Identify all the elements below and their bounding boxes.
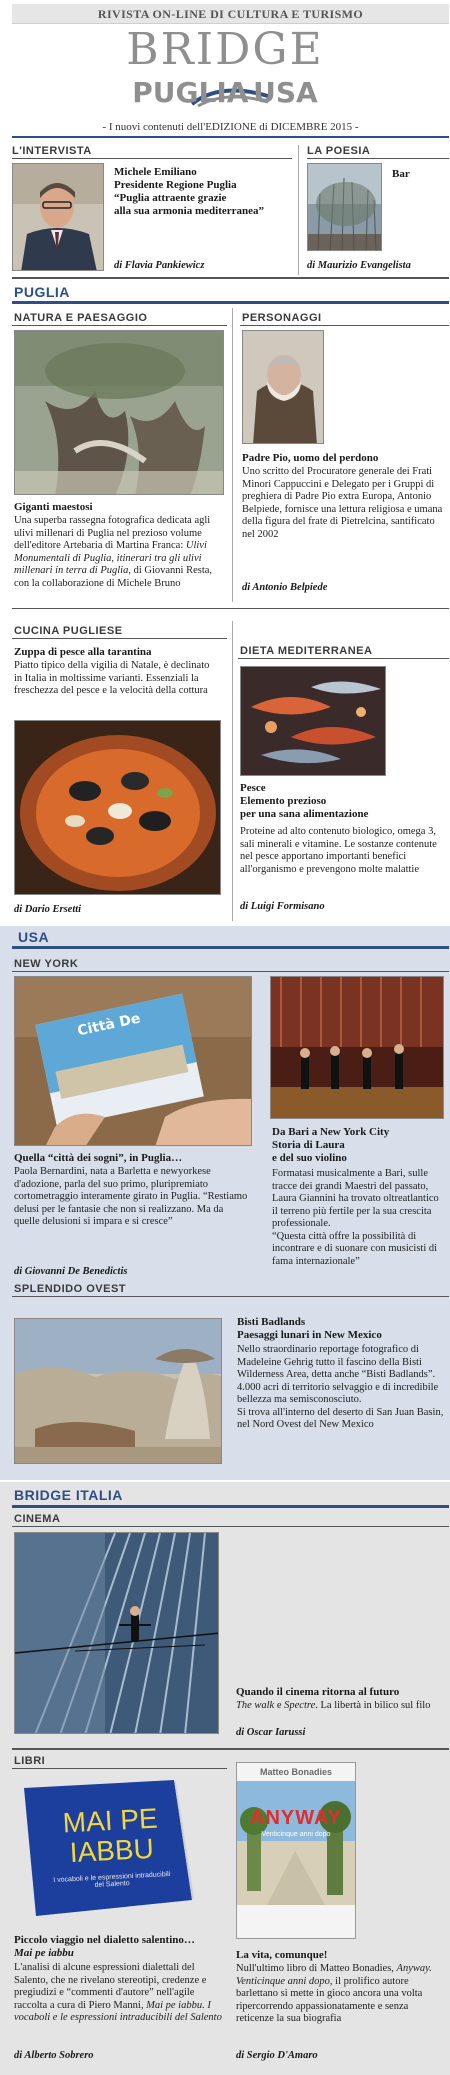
divider <box>12 1526 449 1527</box>
logo-bridge[interactable]: BRIDGE <box>126 24 324 75</box>
divider <box>12 158 292 159</box>
natura-body-text: Una superba rassegna fotografica dedicata agli ulivi millenari di Puglia nel prezioso volume dell'editore Artebaria di Martina Franca: <box>14 515 211 551</box>
column-divider <box>232 621 233 921</box>
intervista-author: di Flavia Pankiewicz <box>114 260 205 271</box>
newyork-right-body: Formatasi musicalmente a Bari, sulle tracce dei grandi Maestri del passato, Laura Giannini ha trovato oltreatlantico il terreno più fertile per la sua crescita professionale. “Questa città offre la possibilità di incontrare e di suonare con musicisti di fama internazionale” <box>272 1168 439 1267</box>
poesia-image[interactable] <box>307 163 382 251</box>
cucina-title[interactable]: Zuppa di pesce alla tarantina <box>14 646 152 658</box>
fish-soup-image[interactable] <box>14 720 221 895</box>
ovest-title[interactable]: Bisti Badlands Paesaggi lunari in New Mexico <box>237 1316 382 1341</box>
personaggi-title[interactable]: Padre Pio, uomo del perdono <box>242 452 379 464</box>
section-label-cinema: CINEMA <box>14 1513 61 1525</box>
book-left-title: MAI PE IABBU <box>61 1802 159 1869</box>
section-label-new-york: NEW YORK <box>14 958 79 970</box>
cinema-film-2: Spectre <box>284 1700 316 1711</box>
anyway-book[interactable] <box>236 1762 356 1939</box>
libri-right-body-text: Null'ultimo libro di Matteo Bonadies, <box>236 1963 397 1974</box>
libri-left-body-text: L'analisi di alcune espressioni dialettali del Salento, che ne rivelano stereotipi, credenze e pregiudizi e “commenti d'autore” nell'agile raccolta a cura di Piero Manni, <box>14 1962 207 2011</box>
cinema-title[interactable]: Quando il cinema ritorna al futuro <box>236 1686 400 1698</box>
section-label-personaggi: PERSONAGGI <box>242 312 322 324</box>
poesia-author: di Maurizio Evangelista <box>307 260 411 271</box>
newyork-right-title[interactable]: Da Bari a New York City Storia di Laura e del suo violino <box>272 1126 390 1164</box>
fish-image[interactable] <box>240 666 386 776</box>
libri-right-author: di Sergio D'Amaro <box>236 2050 318 2061</box>
emiliano-photo[interactable] <box>12 163 104 271</box>
ovest-body: Nello straordinario reportage fotografico di Madeleine Gehrig tutto il fascino della Bisti Wilderness Area, detta anche “Bisti Badlands”. 4.000 acri di territorio selvaggio e di incredibile bellezza ma semisconosciuto. Si trova all'interno del deserto di San Juan Basin, nel Nord Ovest del New Mexico <box>237 1344 444 1430</box>
divider-blue <box>12 1505 449 1508</box>
divider <box>12 608 449 609</box>
natura-body-end: di Giovanni Resta, con la collaborazione di Michele Bruno <box>14 565 213 589</box>
newyork-left-author: di Giovanni De Benedictis <box>14 1266 128 1277</box>
personaggi-author: di Antonio Belpiede <box>242 582 328 593</box>
logo-puglia-usa[interactable]: PUGLIA USA <box>132 76 318 109</box>
libri-left-body-italic: Mai pe iabbu. I vocaboli e le espressioni intraducibili del Salento <box>14 1999 222 2023</box>
libri-left-title[interactable]: Piccolo viaggio nel dialetto salentino… <box>14 1934 195 1946</box>
column-divider <box>298 145 299 275</box>
poesia-title[interactable]: Bar <box>392 168 410 180</box>
section-heading-bridge-italia[interactable]: BRIDGE ITALIA <box>14 1487 123 1503</box>
column-divider <box>232 308 233 602</box>
book-cover-text: Città De <box>76 1010 142 1040</box>
cinema-film-1: The walk <box>236 1700 275 1711</box>
mai-pe-iabbu-book[interactable] <box>24 1780 194 1916</box>
natura-body-italic: Ulivi Monumentali di Puglia, itinerari tra gli ulivi millenari in terra di Puglia, <box>14 540 207 576</box>
libri-right-body-end: , il prolifico autore barlettano si mette in gioco ancora una volta ripercorrendo appassionatamente e senza reticenze la sua biografia <box>236 1975 423 2024</box>
edition-banner: - I nuovi contenuti dell'EDIZIONE di DICEMBRE 2015 - <box>12 121 449 138</box>
bisti-badlands-image[interactable] <box>14 1318 222 1464</box>
divider <box>240 325 449 326</box>
olive-trees-image[interactable] <box>14 330 224 495</box>
cinema-body-end: . La libertà in bilico sul filo <box>315 1700 431 1711</box>
book-right-photo <box>237 1781 355 1905</box>
divider <box>238 658 449 659</box>
violin-concert-image[interactable] <box>270 976 444 1119</box>
divider-blue <box>12 301 449 304</box>
book-left-subtitle: I vocaboli e le espressioni intraducibili del Salento <box>53 1870 171 1889</box>
cinema-body <box>236 1700 441 1713</box>
padre-pio-photo[interactable] <box>242 330 324 444</box>
libri-right-title[interactable]: La vita, comunque! <box>236 1949 328 1961</box>
section-label-libri: LIBRI <box>14 1755 46 1767</box>
divider <box>12 1768 227 1769</box>
personaggi-body: Uno scritto del Procuratore generale dei Frati Minori Cappuccini e Delegato per i Gruppi di preghiera di Padre Pio extra Europa, Antonio Belpiede, fornisce una lettura religiosa e umana della figura del frate di Pietrelcina, santificato nel 2002 <box>242 466 443 540</box>
section-label-intervista: L'INTERVISTA <box>12 145 92 157</box>
masthead-tagline: RIVISTA ON-LINE DI CULTURA E TURISMO <box>12 4 449 24</box>
cinema-body-mid: e <box>274 1700 285 1711</box>
libri-right-body-italic: Anyway. Venticinque anni dopo <box>236 1963 432 1987</box>
natura-body <box>14 515 226 590</box>
newyork-left-title[interactable]: Quella “città dei sogni”, in Puglia… <box>14 1152 183 1164</box>
cucina-body: Piatto tipico della vigilia di Natale, è declinato in Italia in moltissime varianti. Essenziali la freschezza del pesce e la velocità della cottura <box>14 660 210 696</box>
section-label-dieta: DIETA MEDITERRANEA <box>240 645 373 657</box>
section-label-natura: NATURA E PAESAGGIO <box>14 312 148 324</box>
section-label-poesia: LA POESIA <box>307 145 371 157</box>
book-right-author: Matteo Bonadies <box>259 1767 332 1777</box>
section-heading-puglia[interactable]: PUGLIA <box>14 284 70 300</box>
divider <box>12 325 227 326</box>
newyork-left-body: Paola Bernardini, nata a Barletta e newyorkese d'adozione, parla del suo primo, pluripremiato cortometraggio interamente girato in Puglia. “Restiamo delusi per le fantasie che non si realizzano. Ma da quelle delusioni si impara e si cresce” <box>14 1166 248 1227</box>
dieta-title[interactable]: Pesce Elemento prezioso per una sana alimentazione <box>240 782 369 820</box>
divider <box>12 971 449 972</box>
cucina-author: di Dario Ersetti <box>14 904 82 915</box>
section-heading-usa[interactable]: USA <box>18 929 50 945</box>
libri-left-subtitle: Mai pe iabbu <box>14 1947 74 1959</box>
divider <box>307 158 449 159</box>
book-right-title: ANYWAY <box>250 1807 342 1829</box>
natura-title[interactable]: Giganti maestosi <box>14 501 93 513</box>
libri-left-body <box>14 1962 224 2025</box>
divider <box>12 1296 449 1297</box>
cinema-author: di Oscar Iarussi <box>236 1727 306 1738</box>
divider <box>12 1748 449 1750</box>
divider <box>12 277 449 279</box>
divider <box>12 638 227 639</box>
book-right-subtitle: Venticinque anni dopo <box>261 1831 331 1838</box>
dieta-body: Proteine ad alto contenuto biologico, omega 3, sali minerali e vitamine. Le sostanze contenute nel pesce apportano importanti benefici all'organismo e prevengono molte malattie <box>240 826 437 875</box>
libri-right-body <box>236 1963 444 2026</box>
the-walk-image[interactable] <box>14 1532 219 1734</box>
section-label-splendido-ovest: SPLENDIDO OVEST <box>14 1283 127 1295</box>
section-label-cucina: CUCINA PUGLIESE <box>14 625 123 637</box>
libri-left-author: di Alberto Sobrero <box>14 2050 94 2061</box>
citta-dei-sogni-image[interactable] <box>14 976 252 1146</box>
intervista-title[interactable]: Michele Emiliano Presidente Regione Puglia “Puglia attraente grazie alla sua armonia mediterranea” <box>114 166 265 217</box>
dieta-author: di Luigi Formisano <box>240 901 325 912</box>
divider-blue <box>12 946 449 949</box>
